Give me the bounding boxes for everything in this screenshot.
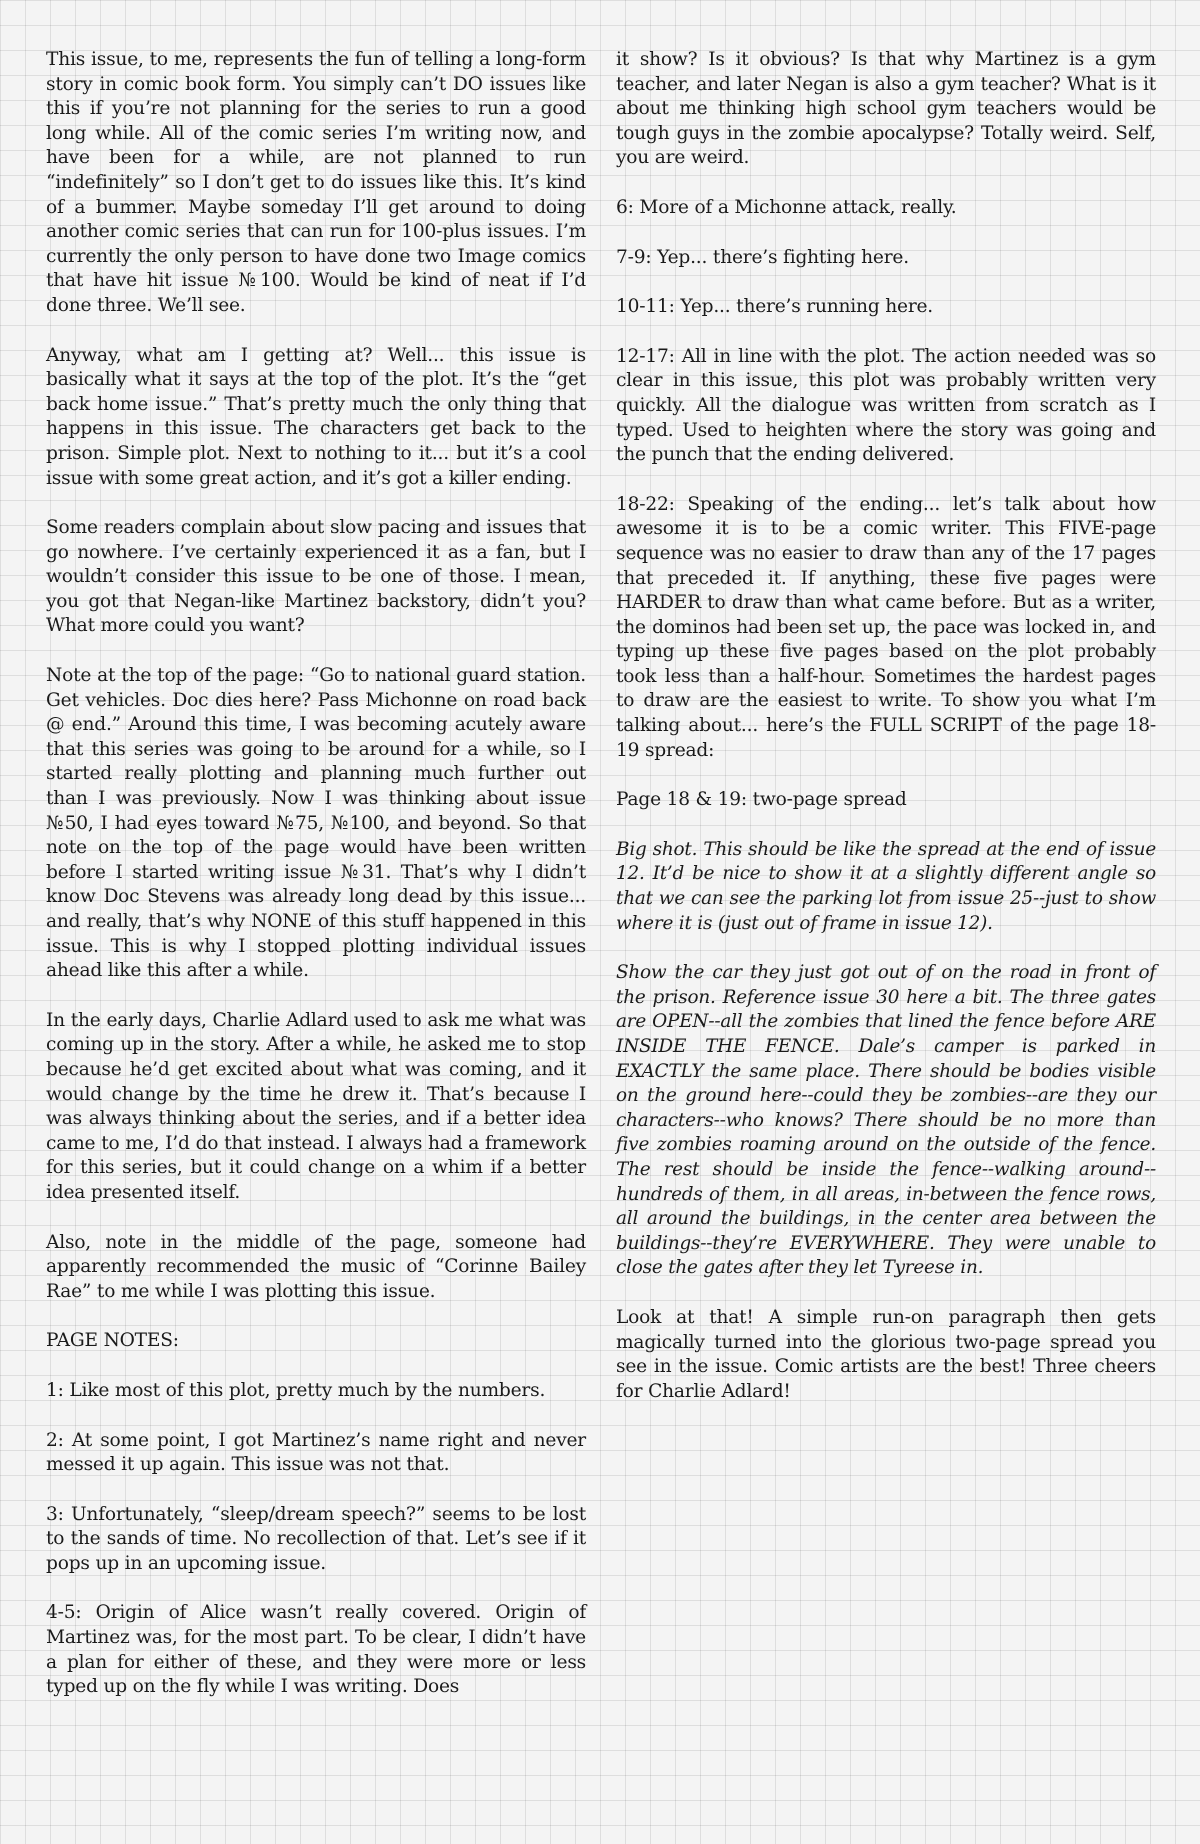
page-note-4-5-continued: it show? Is it obvious? Is that why Martinez is a gym teacher, and later Negan is also a gym teacher? What is it about me thinking high school gym teachers would be tough guys in the zombie apocalypse? Totally weird. Self, you are weird.: [616, 49, 1156, 169]
paragraph-music-note: Also, note in the middle of the page, someone had apparently recommended the music of “Corinne Bailey Rae” to me while I was plotting this issue.: [46, 1231, 586, 1302]
page-notes-heading: PAGE NOTES:: [46, 1330, 179, 1352]
script-page-heading: Page 18 & 19: two-page spread: [616, 789, 907, 811]
script-paragraph-2: Show the car they just got out of on the road in front of the prison. Reference issue 30 here a bit. The three gates are OPEN--all the zombies that lined the fence before ARE INSIDE THE FENCE. Dale’s camper is parked in EXACTLY the same place. There should be bodies visible on the ground here--could they be zombies--are they our characters--who knows? There should be no more than five zombies roaming around on the outside of the fence. The rest should be inside the fence--walking around--hundreds of them, in all areas, in-between the fence rows, all around the buildings, in the center area between the buildings--they’re EVERYWHERE. They were unable to close the gates after they let Tyreese in.: [616, 962, 1156, 1279]
page-note-3: 3: Unfortunately, “sleep/dream speech?” seems to be lost to the sands of time. No recollection of that. Let’s see if it pops up in an upcoming issue.: [46, 1503, 586, 1574]
page-note-12-17: 12-17: All in line with the plot. The action needed was so clear in this issue, this plot was probably written very quickly. All the dialogue was written from scratch as I typed. Used to heighten where the story was going and the punch that the ending delivered.: [616, 345, 1156, 466]
page-note-6: 6: More of a Michonne attack, really.: [616, 196, 957, 218]
paragraph-top-note: Note at the top of the page: “Go to national guard station. Get vehicles. Doc dies here? Pass Michonne on road back @ end.” Around this time, I was becoming acutely aware that this series was going to be around for a while, so I started really plotting and planning much further out than I was previously. Now I was thinking about issue №50, I had eyes toward №75, №100, and beyond. So that note on the top of the page would have been written before I started writing issue №31. That’s why I didn’t know Doc Stevens was already long dead by this issue... and really, that’s why NONE of this stuff happened in this issue. This is why I stopped plotting individual issues ahead like this after a while.: [46, 665, 586, 982]
left-column: [46, 48, 586, 1818]
page-note-4-5: 4-5: Origin of Alice wasn’t really covered. Origin of Martinez was, for the most part. To be clear, I didn’t have a plan for either of these, and they were more or less typed up on the fly while I was writing. Does: [46, 1602, 586, 1698]
paragraph-slow-pacing: Some readers complain about slow pacing and issues that go nowhere. I’ve certainly experienced it as a fan, but I wouldn’t consider this issue to be one of those. I mean, you got that Negan-like Martinez backstory, didn’t you? What more could you want?: [46, 517, 586, 637]
page-note-18-22: 18-22: Speaking of the ending... let’s talk about how awesome it is to be a comic writer. This FIVE-page sequence was no easier to draw than any of the 17 pages that preceded it. If anything, these five pages were HARDER to draw than what came before. But as a writer, the dominos had been set up, the pace was locked in, and typing up these five pages based on the plot probably took less than a half-hour. Sometimes the hardest pages to draw are the easiest to write. To show you what I’m talking about... here’s the FULL SCRIPT of the page 18-19 spread:: [616, 493, 1156, 761]
script-paragraph-1: Big shot. This should be like the spread at the end of issue 12. It’d be nice to show it at a slightly different angle so that we can see the parking lot from issue 25--just to show where it is (just out of frame in issue 12).: [616, 838, 1156, 934]
page-note-7-9: 7-9: Yep... there’s fighting here.: [616, 246, 909, 268]
paragraph-early-days: In the early days, Charlie Adlard used to ask me what was coming up in the story. After a while, he asked me to stop because he’d get excited about what was coming, and it would change by the time he drew it. That’s because I was always thinking about the series, and if a better idea came to me, I’d do that instead. I always had a framework for this series, but it could change on a whim if a better idea presented itself.: [46, 1009, 586, 1203]
page-note-2: 2: At some point, I got Martinez’s name right and never messed it up again. This issue was not that.: [46, 1429, 586, 1476]
paragraph-closing: Look at that! A simple run-on paragraph then gets magically turned into the glorious two-page spread you see in the issue. Comic artists are the best! Three cheers for Charlie Adlard!: [616, 1306, 1156, 1402]
paragraph-get-back-home: Anyway, what am I getting at? Well... this issue is basically what it says at the top of the plot. It’s the “get back home issue.” That’s pretty much the only thing that happens in this issue. The characters get back to the prison. Simple plot. Next to nothing to it... but it’s a cool issue with some great action, and it’s got a killer ending.: [46, 344, 586, 489]
page-note-10-11: 10-11: Yep... there’s running here.: [616, 296, 934, 318]
page-note-1: 1: Like most of this plot, pretty much by the numbers.: [46, 1379, 546, 1401]
paragraph-intro: This issue, to me, represents the fun of telling a long-form story in comic book form. You simply can’t DO issues like this if you’re not planning for the series to run a good long while. All of the comic series I’m writing now, and have been for a while, are not planned to run “indefinitely” so I don’t get to do issues like this. It’s kind of a bummer. Maybe someday I’ll get around to doing another comic series that can run for 100-plus issues. I’m currently the only person to have done two Image comics that have hit issue №100. Would be kind of neat if I’d done three. We’ll see.: [46, 49, 586, 316]
right-column: [616, 48, 1156, 1818]
letters-page: [46, 48, 1156, 1818]
